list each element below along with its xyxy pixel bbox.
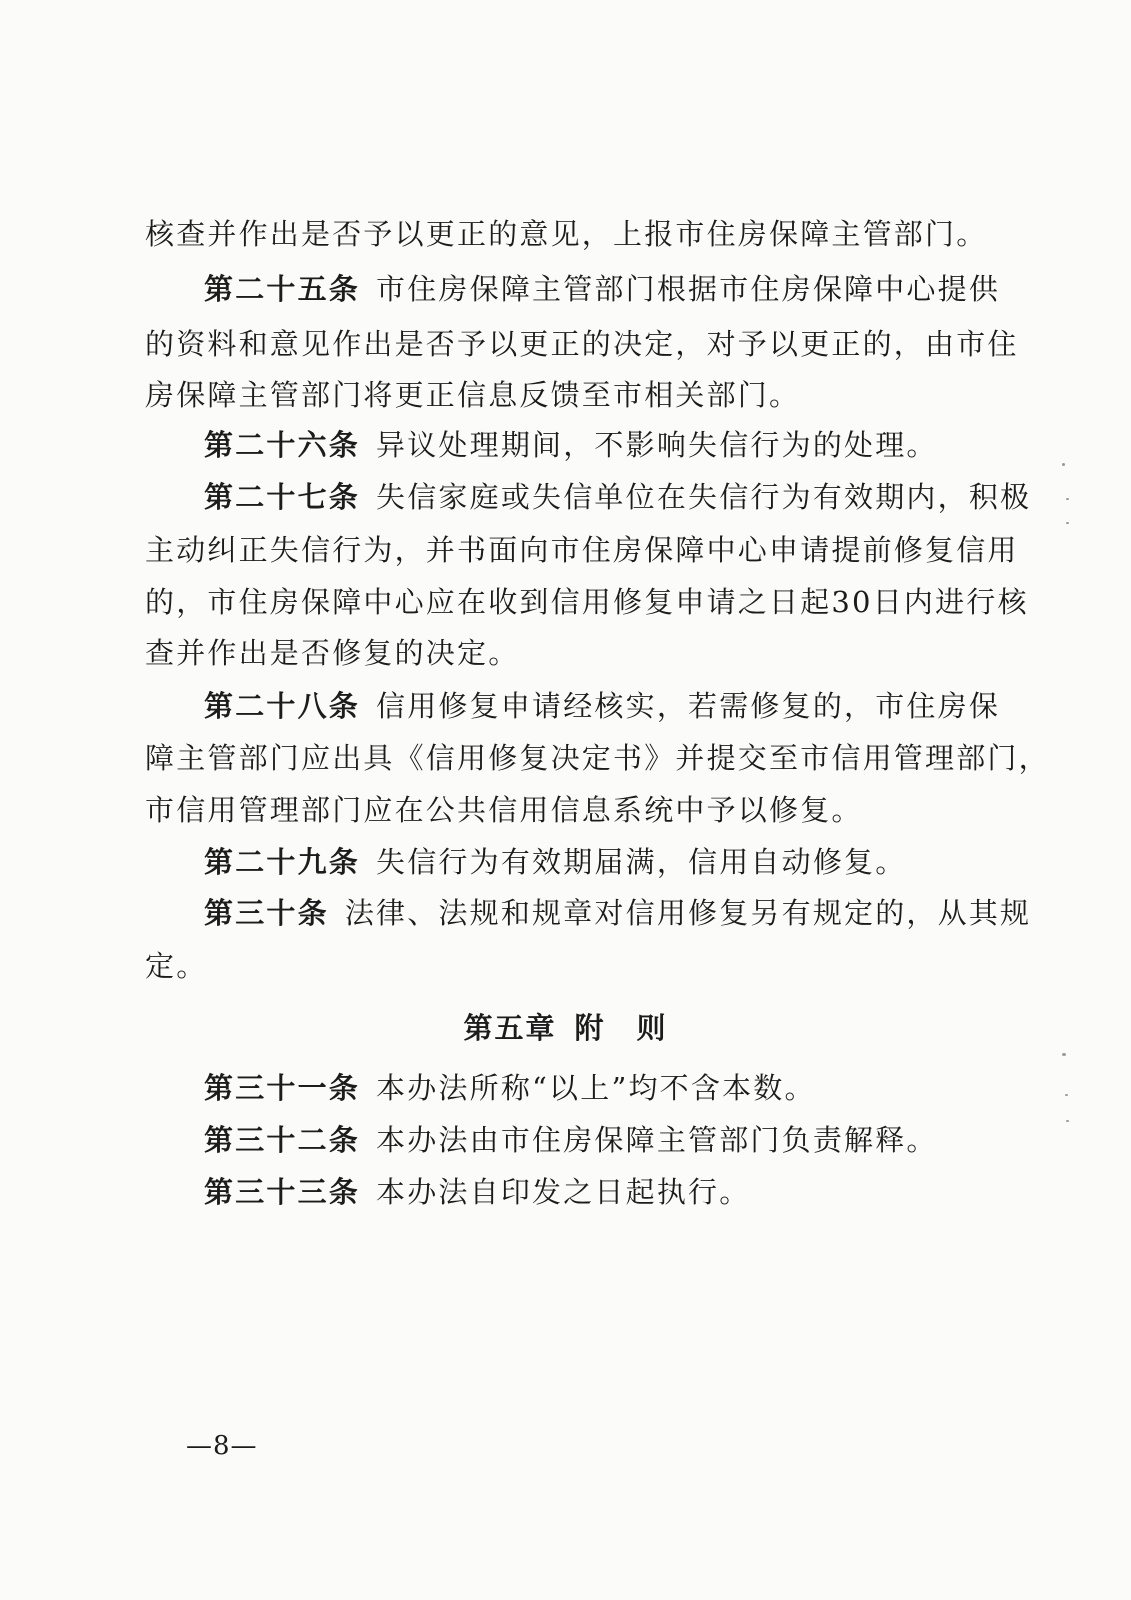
- paragraph-line: [145, 324, 1019, 364]
- article-label: 第二十七条: [204, 480, 361, 514]
- article-28: [204, 686, 1000, 726]
- line-text: 异议处理期间，不影响失信行为的处理。: [376, 428, 938, 462]
- line-text: 失信家庭或失信单位在失信行为有效期内，积极: [376, 480, 1032, 514]
- scan-speck: [1062, 1053, 1066, 1056]
- article-label: 第三十一条: [204, 1071, 361, 1105]
- article-26: [204, 425, 938, 465]
- article-29: [204, 842, 906, 882]
- line-text: 的，市住房保障中心应在收到信用修复申请之日起30日内进行核: [145, 585, 1029, 619]
- line-text: 法律、法规和规章对信用修复另有规定的，从其规: [344, 896, 1032, 930]
- line-text: 主动纠正失信行为，并书面向市住房保障中心申请提前修复信用: [145, 533, 1019, 567]
- article-label: 第二十八条: [204, 689, 361, 723]
- scan-speck: [1066, 522, 1069, 524]
- line-text: 失信行为有效期届满，信用自动修复。: [376, 845, 907, 879]
- line-text: 的资料和意见作出是否予以更正的决定，对予以更正的，由市住: [145, 327, 1019, 361]
- scan-speck: [1065, 1094, 1068, 1096]
- line-text: 本办法自印发之日起执行。: [376, 1175, 751, 1209]
- line-text: 查并作出是否修复的决定。: [145, 636, 520, 670]
- line-text: 市住房保障主管部门根据市住房保障中心提供: [376, 272, 1001, 306]
- paragraph-line: [145, 946, 207, 986]
- paragraph-line: [145, 738, 1050, 778]
- paragraph-line: [145, 582, 1029, 622]
- article-27: [204, 477, 1031, 517]
- article-30: [204, 893, 1031, 933]
- line-text: 障主管部门应出具《信用修复决定书》并提交至市信用管理部门，: [145, 741, 1050, 775]
- article-label: 第三十条: [204, 896, 329, 930]
- scan-speck: [1066, 1120, 1069, 1122]
- scan-speck: [1066, 498, 1069, 500]
- line-text: 信用修复申请经核实，若需修复的，市住房保: [376, 689, 1001, 723]
- chapter-number: 第五章: [463, 1011, 557, 1045]
- line-text: 本办法所称“以上”均不含本数。: [376, 1071, 816, 1105]
- paragraph-line: [145, 633, 519, 673]
- article-label: 第二十五条: [204, 272, 361, 306]
- line-text: 本办法由市住房保障主管部门负责解释。: [376, 1123, 938, 1157]
- article-32: [204, 1120, 938, 1160]
- line-text: 市信用管理部门应在公共信用信息系统中予以修复。: [145, 793, 863, 827]
- paragraph-line: [145, 214, 987, 254]
- paragraph-line: [145, 530, 1019, 570]
- paragraph-line: [145, 375, 800, 415]
- paragraph-line: [145, 790, 863, 830]
- article-31: [204, 1068, 816, 1108]
- chapter-heading: [0, 1008, 1131, 1048]
- article-33: [204, 1172, 750, 1212]
- article-25: [204, 269, 1000, 309]
- page-number: —8—: [186, 1431, 258, 1461]
- line-text: 定。: [145, 949, 208, 983]
- article-label: 第二十九条: [204, 845, 361, 879]
- article-label: 第二十六条: [204, 428, 361, 462]
- scan-speck: [1062, 463, 1065, 466]
- line-text: 房保障主管部门将更正信息反馈至市相关部门。: [145, 378, 801, 412]
- chapter-title: 附 则: [574, 1011, 668, 1045]
- line-text: 核查并作出是否予以更正的意见，上报市住房保障主管部门。: [145, 217, 988, 251]
- article-label: 第三十三条: [204, 1175, 361, 1209]
- article-label: 第三十二条: [204, 1123, 361, 1157]
